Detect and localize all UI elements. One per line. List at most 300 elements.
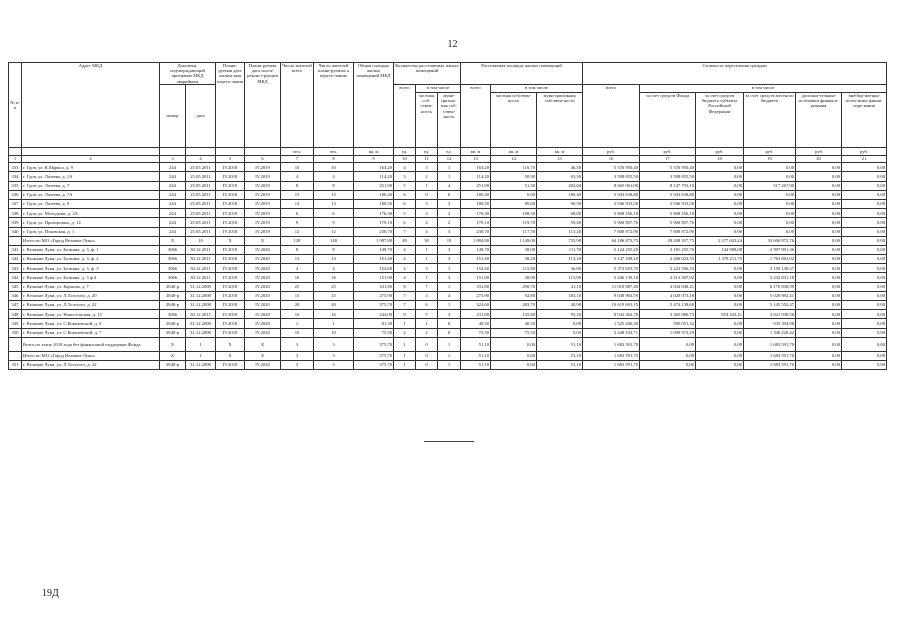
table-row xyxy=(9,319,887,328)
table-cell: IV.2019 xyxy=(245,227,281,236)
table-cell: IV.2020 xyxy=(245,264,281,273)
table-cell: 3 xyxy=(416,209,438,218)
table-cell: 1 683 591,70 xyxy=(583,360,640,369)
unit-cell: руб xyxy=(796,148,842,156)
table-cell: 1 xyxy=(186,337,216,351)
header-rooms-municipal: муни-ципаль-ная соб-ствен-ность xyxy=(438,93,461,148)
table-cell: 25 xyxy=(314,282,354,291)
table-cell: 1 xyxy=(438,264,461,273)
table-cell: 0,00 xyxy=(696,264,744,273)
table-cell: 46,50 xyxy=(537,163,583,172)
table-cell: 3 xyxy=(394,172,416,181)
table-cell: 0,00 xyxy=(842,273,887,282)
table-cell: 3 xyxy=(438,310,461,319)
table-cell: 15 xyxy=(314,190,354,199)
table-cell: 7 xyxy=(394,291,416,300)
table-cell: 517 267,90 xyxy=(744,181,796,190)
header-local-budget: за счет средств местного бюджета xyxy=(744,93,796,148)
table-cell: 0 xyxy=(416,337,438,351)
table-cell: 0,00 xyxy=(842,199,887,208)
table-cell: 283,70 xyxy=(491,301,537,310)
table-cell: 3 xyxy=(314,360,354,369)
table-cell: 0,00 xyxy=(696,181,744,190)
table-cell: 854 443,41 xyxy=(696,310,744,319)
table-cell: IV.2018 xyxy=(216,209,245,218)
table-cell: 0,00 xyxy=(796,282,842,291)
table-cell: 0,00 xyxy=(796,227,842,236)
column-number: 12 xyxy=(438,155,461,163)
table-cell: 68,00 xyxy=(537,209,583,218)
table-cell: 340 xyxy=(9,227,22,236)
table-row xyxy=(9,310,887,319)
column-number: 1 xyxy=(9,155,22,163)
header-excess: внебюд-жетные источ-ники финан-сиро-вания xyxy=(842,93,887,148)
table-cell: 25 xyxy=(281,282,314,291)
table-row xyxy=(9,227,887,236)
table-cell: 375,70 xyxy=(354,301,394,310)
header-rooms-total: всего xyxy=(394,85,416,148)
table-cell: 0,00 xyxy=(842,255,887,264)
table-cell: 1 763 063,02 xyxy=(744,255,796,264)
table-cell: 0,00 xyxy=(796,209,842,218)
table-cell: 0,00 xyxy=(842,328,887,337)
table-cell: 4 xyxy=(416,218,438,227)
header-residents-planned: Число жителей плани-руемых к пересе-лению xyxy=(314,63,354,148)
table-cell: 5 943 638,80 xyxy=(640,190,696,199)
table-cell: 90,50 xyxy=(537,199,583,208)
table-cell: 230,70 xyxy=(354,227,394,236)
table-cell: 25.05.2011 xyxy=(186,181,216,190)
table-cell: 5 147 298,10 xyxy=(583,255,640,264)
table-cell: 10 619 691,15 xyxy=(583,301,640,310)
table-cell: 13 xyxy=(314,255,354,264)
table-cell: 0 xyxy=(416,360,438,369)
table-cell: 151,90 xyxy=(354,273,394,282)
table-cell: 2 377 643,24 xyxy=(696,236,744,245)
table-cell: IV.2019 xyxy=(245,163,281,172)
table-cell: 119,70 xyxy=(491,218,537,227)
table-row xyxy=(9,218,887,227)
table-cell: г. Великие Луки, ул. Новосельская, д. 15 xyxy=(22,310,160,319)
table-cell: 339 xyxy=(9,218,22,227)
table-cell: г. Великие Луки, ул. Л.Толстого, д. 22 xyxy=(22,301,160,310)
table-cell: 9 048 963,59 xyxy=(583,291,640,300)
table-cell: X xyxy=(216,236,245,245)
table-cell: 180,40 xyxy=(461,190,491,199)
table-cell: 0,00 xyxy=(842,319,887,328)
table-cell: 0,00 xyxy=(491,337,537,351)
table-cell: X xyxy=(216,337,245,351)
table-cell: 0,00 xyxy=(640,360,696,369)
table-cell: 590 051,32 xyxy=(640,319,696,328)
table-cell: IV.2018 xyxy=(216,264,245,273)
table-cell: 31.12.2008 xyxy=(186,360,216,369)
table-cell: 20 xyxy=(281,301,314,310)
table-cell: 5 474 138,68 xyxy=(640,301,696,310)
table-cell: 10 xyxy=(186,236,216,245)
table-cell: 0,00 xyxy=(842,172,887,181)
table-cell: 90,00 xyxy=(491,199,537,208)
table-cell: 4 xyxy=(438,291,461,300)
table-cell: 13 xyxy=(314,199,354,208)
table-cell: 1 xyxy=(416,319,438,328)
table-cell: 149,70 xyxy=(461,245,491,254)
table-cell: 25.05.2011 xyxy=(186,172,216,181)
table-cell: 8 xyxy=(281,245,314,254)
table-row xyxy=(9,209,887,218)
table-cell: 335 xyxy=(9,181,22,190)
table-cell: 25.05.2011 xyxy=(186,227,216,236)
column-number: 19 xyxy=(744,155,796,163)
table-cell: IV.2020 xyxy=(245,282,281,291)
table-cell: 5 946 933,50 xyxy=(640,199,696,208)
table-cell: IV.2018 xyxy=(216,163,245,172)
table-cell: IV.2018 xyxy=(216,245,245,254)
table-cell: 113,20 xyxy=(537,227,583,236)
table-cell: 3 xyxy=(281,360,314,369)
table-cell: 2 xyxy=(438,209,461,218)
table-cell: 6 176 838,99 xyxy=(744,282,796,291)
table-cell: 3 xyxy=(438,245,461,254)
table-cell: 0,00 xyxy=(796,310,842,319)
table-cell: 6 xyxy=(281,209,314,218)
column-number: 16 xyxy=(583,155,640,163)
table-cell: 3 xyxy=(438,255,461,264)
table-cell: 4 xyxy=(314,172,354,181)
table-cell: 51,10 xyxy=(537,360,583,369)
table-row xyxy=(9,181,887,190)
table-cell: 1 xyxy=(281,319,314,328)
table-cell: 0,00 xyxy=(744,190,796,199)
table-cell: 31.12.2008 xyxy=(186,282,216,291)
table-row xyxy=(9,328,887,337)
table-cell: 2840-р xyxy=(160,282,186,291)
table-cell: 0,00 xyxy=(842,181,887,190)
table-cell: 0,00 xyxy=(696,172,744,181)
header-planned-demolition: Плани-руемая дата сноса/ реконст-рукции МКД xyxy=(245,63,281,148)
table-cell: 8 xyxy=(394,282,416,291)
unit-cell: руб. xyxy=(696,148,744,156)
table-cell: г. Великие Луки, ул. Л.Толстого, д. 20 xyxy=(22,291,160,300)
table-cell: 290,70 xyxy=(491,282,537,291)
table-cell: 59,40 xyxy=(537,218,583,227)
table-cell: 25.05.2011 xyxy=(186,209,216,218)
table-cell: 5 xyxy=(394,181,416,190)
table-cell: 19 xyxy=(438,236,461,245)
table-cell: IV.2019 xyxy=(245,199,281,208)
subtotal-row xyxy=(9,351,887,360)
table-cell: 334 xyxy=(9,172,22,181)
table-cell: 343 xyxy=(9,264,22,273)
table-cell: Итого по МО «Город Великие Луки» xyxy=(22,351,160,360)
table-cell: 735,90 xyxy=(537,236,583,245)
table-cell: 1 xyxy=(314,319,354,328)
table-cell: 0,00 xyxy=(491,351,537,360)
table-cell: 128 xyxy=(314,236,354,245)
table-cell: 183,10 xyxy=(537,291,583,300)
table-cell: 1 xyxy=(438,163,461,172)
header-rooms-private: частная соб-ствен-ность xyxy=(416,93,438,148)
table-cell: 2 448 192,71 xyxy=(583,328,640,337)
table-cell: IV.2018 xyxy=(216,282,245,291)
header-no: № п/п xyxy=(9,63,22,148)
column-number: 6 xyxy=(245,155,281,163)
unit-cell: ед. xyxy=(394,148,416,156)
table-cell: 3 xyxy=(438,273,461,282)
table-cell: 1 xyxy=(186,351,216,360)
table-cell: 180,50 xyxy=(354,199,394,208)
table-cell: 40,90 xyxy=(537,301,583,310)
table-cell: 0,00 xyxy=(842,209,887,218)
table-cell: 0,00 xyxy=(796,218,842,227)
table-cell: 0 xyxy=(438,328,461,337)
header-area-group: Расселяемая площадь жилых помещений xyxy=(461,63,583,85)
table-cell: 4 xyxy=(438,181,461,190)
table-cell: 324,60 xyxy=(461,301,491,310)
table-cell: 3 xyxy=(438,199,461,208)
table-cell: 350 xyxy=(9,328,22,337)
unit-cell: чел. xyxy=(314,148,354,156)
table-cell: 0,00 xyxy=(744,172,796,181)
table-cell: 12 xyxy=(314,227,354,236)
table-cell: IV.2018 xyxy=(216,218,245,227)
table-cell: 202,60 xyxy=(537,181,583,190)
table-cell: 1 348 220,42 xyxy=(744,328,796,337)
header-doc-number: номер xyxy=(160,85,186,148)
table-cell: 25.05.2011 xyxy=(186,163,216,172)
table-cell: 30.12.2011 xyxy=(186,310,216,319)
unit-cell: кв. м xyxy=(354,148,394,156)
table-cell: 3 xyxy=(438,227,461,236)
table-cell: г. Великие Луки, ул. Л.Толстого, д. 22 xyxy=(22,360,160,369)
table-cell: 0,00 xyxy=(842,190,887,199)
table-cell: 6 xyxy=(394,190,416,199)
table-cell: 2840-р xyxy=(160,291,186,300)
table-cell: X xyxy=(245,337,281,351)
table-cell: 7 xyxy=(394,227,416,236)
table-cell: 0,00 xyxy=(696,301,744,310)
unit-cell: руб. xyxy=(842,148,887,156)
table-cell: 51,10 xyxy=(461,351,491,360)
table-cell: 15 xyxy=(314,291,354,300)
table-cell: 8 042 362,70 xyxy=(583,310,640,319)
table-cell: IV.2019 xyxy=(245,209,281,218)
column-number: 21 xyxy=(842,155,887,163)
table-cell: 33 600 872,76 xyxy=(744,236,796,245)
table-cell: 0,00 xyxy=(696,209,744,218)
table-cell: 244 xyxy=(160,218,186,227)
table-cell: 180,40 xyxy=(537,190,583,199)
table-cell: 3 xyxy=(416,163,438,172)
table-cell: 0,00 xyxy=(537,319,583,328)
table-cell: 9 xyxy=(281,218,314,227)
table-cell: 0,00 xyxy=(842,351,887,360)
table-cell: 152,60 xyxy=(461,264,491,273)
table-row xyxy=(9,255,887,264)
table-cell: г. Гдов, ул. Лазеева, д. 7А xyxy=(22,190,160,199)
table-cell: г. Великие Луки, ул. С.Ковалевской, д. 7 xyxy=(22,328,160,337)
subtotal-row xyxy=(9,337,887,351)
header-subject-budget: за счет средств бюджета субъекта Российской Федерации xyxy=(696,93,744,148)
table-cell: 1 xyxy=(438,282,461,291)
table-cell: 28 208 357,75 xyxy=(640,236,696,245)
table-cell: 5 124 255,20 xyxy=(583,245,640,254)
table-cell: 38,00 xyxy=(491,245,537,254)
table-cell xyxy=(9,236,22,245)
header-area-municipal: муни-ципальная собствен-ность xyxy=(537,93,583,148)
table-cell: 5 808 556,10 xyxy=(640,209,696,218)
table-cell: 1 987,80 xyxy=(354,236,394,245)
table-cell: 8 xyxy=(314,245,354,254)
table-cell: 0,00 xyxy=(537,328,583,337)
header-cost-incl: в том числе xyxy=(640,85,887,93)
column-number: 15 xyxy=(537,155,583,163)
table-cell: 31.12.2008 xyxy=(186,328,216,337)
header-additional: дополни-тельные источники финанси-рования xyxy=(796,93,842,148)
table-cell: 9 xyxy=(314,218,354,227)
table-cell: 3066 xyxy=(160,245,186,254)
table-cell: 0,00 xyxy=(796,264,842,273)
table-cell: 0,00 xyxy=(696,199,744,208)
table-cell: 375,70 xyxy=(354,337,394,351)
table-cell: 1 xyxy=(394,351,416,360)
table-cell: 0,00 xyxy=(696,218,744,227)
table-cell: 347 xyxy=(9,301,22,310)
table-cell: 49 xyxy=(394,236,416,245)
table-cell: X xyxy=(160,236,186,245)
table-cell: 5 808 556,10 xyxy=(583,209,640,218)
table-cell: 0,00 xyxy=(796,245,842,254)
table-cell: IV.2019 xyxy=(245,218,281,227)
table-cell: 5 943 638,80 xyxy=(583,190,640,199)
table-cell: 64 186 873,75 xyxy=(583,236,640,245)
table-cell: 7 xyxy=(394,301,416,310)
table-cell: 38,00 xyxy=(491,273,537,282)
table-cell: 0,00 xyxy=(796,291,842,300)
table-cell: 50,90 xyxy=(491,172,537,181)
table-cell: 4 xyxy=(281,264,314,273)
table-cell: 4 xyxy=(394,255,416,264)
table-cell: 5 373 655,70 xyxy=(583,264,640,273)
table-cell: 51,10 xyxy=(461,337,491,351)
column-number: 11 xyxy=(416,155,438,163)
table-cell: 51,10 xyxy=(461,360,491,369)
table-cell xyxy=(9,351,22,360)
table-cell: 5 946 933,50 xyxy=(583,199,640,208)
table-cell: 337 xyxy=(9,199,22,208)
table-cell: IV.2018 xyxy=(216,199,245,208)
table-cell: 0,00 xyxy=(796,172,842,181)
table-cell: 2840-р xyxy=(160,328,186,337)
table-cell: Итого по МО «Город Великие Луки» xyxy=(22,236,160,245)
table-cell: 0,00 xyxy=(842,310,887,319)
table-cell: 0,00 xyxy=(842,163,887,172)
table-cell: 16 xyxy=(281,310,314,319)
table-cell: 135,80 xyxy=(491,310,537,319)
table-cell: 5 900 807,70 xyxy=(583,218,640,227)
table-cell: 275,90 xyxy=(354,291,394,300)
table-cell: 176,30 xyxy=(354,209,394,218)
table-cell: IV.2018 xyxy=(216,301,245,310)
table-cell: 31.12.2008 xyxy=(186,301,216,310)
table-cell: IV.2018 xyxy=(216,273,245,282)
table-cell: 2840-р xyxy=(160,360,186,369)
table-cell: 8 xyxy=(281,181,314,190)
table-cell: 10 xyxy=(314,328,354,337)
table-cell: 11 010 887,40 xyxy=(583,282,640,291)
signature-line xyxy=(424,441,474,442)
column-number: 2 xyxy=(22,155,160,163)
table-cell: 0,00 xyxy=(842,264,887,273)
unit-cell xyxy=(160,148,186,156)
table-cell: 25.05.2011 xyxy=(186,199,216,208)
table-cell: 1 xyxy=(394,337,416,351)
table-cell: 0,00 xyxy=(842,337,887,351)
unit-cell: руб. xyxy=(744,148,796,156)
table-cell: 3 821 938,56 xyxy=(744,310,796,319)
table-cell: IV.2020 xyxy=(245,255,281,264)
table-cell: 4 xyxy=(314,264,354,273)
table-cell: 0,00 xyxy=(796,181,842,190)
header-cost-group: Стоимость переселения граждан xyxy=(583,63,887,85)
table-cell: 95,20 xyxy=(537,310,583,319)
table-cell: 4 xyxy=(394,264,416,273)
table-cell: 0,00 xyxy=(842,282,887,291)
column-number: 17 xyxy=(640,155,696,163)
table-cell: г. Великие Луки, ул. Карпова, д. 7 xyxy=(22,282,160,291)
table-cell: 341 xyxy=(9,245,22,254)
unit-cell: чел. xyxy=(281,148,314,156)
table-cell: 1 xyxy=(416,245,438,254)
table-cell: 0,00 xyxy=(696,227,744,236)
table-cell: 30.12.2011 xyxy=(186,255,216,264)
table-cell: 113,20 xyxy=(537,255,583,264)
table-cell: 1 378 211,75 xyxy=(696,255,744,264)
table-cell: IV.2018 xyxy=(216,319,245,328)
table-cell: 3066 xyxy=(160,264,186,273)
table-cell: 117,50 xyxy=(491,227,537,236)
table-cell: г. Гдов, ул. Прохоровых, д. 14 xyxy=(22,218,160,227)
header-residents-total: Число жителей всего xyxy=(281,63,314,148)
table-cell: 3 508 855,50 xyxy=(583,172,640,181)
table-cell: 345 xyxy=(9,282,22,291)
table-cell: 2 213 307,92 xyxy=(640,273,696,282)
table-cell: IV.2018 xyxy=(216,360,245,369)
table-cell: 1 xyxy=(416,181,438,190)
table-cell: IV.2018 xyxy=(216,227,245,236)
table-cell: 180,40 xyxy=(354,190,394,199)
table-cell: 51,10 xyxy=(537,337,583,351)
unit-cell: ед. xyxy=(438,148,461,156)
table-cell: 3 xyxy=(416,264,438,273)
table-cell: 244 xyxy=(160,199,186,208)
table-cell: 349 xyxy=(9,319,22,328)
table-cell: 5 900 807,70 xyxy=(640,218,696,227)
table-cell: 0,00 xyxy=(796,328,842,337)
unit-cell: ед. xyxy=(416,148,438,156)
table-row xyxy=(9,301,887,310)
table-cell: 0,00 xyxy=(696,351,744,360)
table-cell: IV.2019 xyxy=(245,172,281,181)
table-cell: 10 xyxy=(281,163,314,172)
table-cell: 176,30 xyxy=(461,209,491,218)
table-cell: IV.2020 xyxy=(245,310,281,319)
header-document: Документ, подтверждающий признание МКД аварийным xyxy=(160,63,216,85)
table-cell: 10 xyxy=(281,328,314,337)
table-cell: 0 xyxy=(416,190,438,199)
table-cell: 251,90 xyxy=(461,181,491,190)
table-cell: 331,80 xyxy=(461,282,491,291)
